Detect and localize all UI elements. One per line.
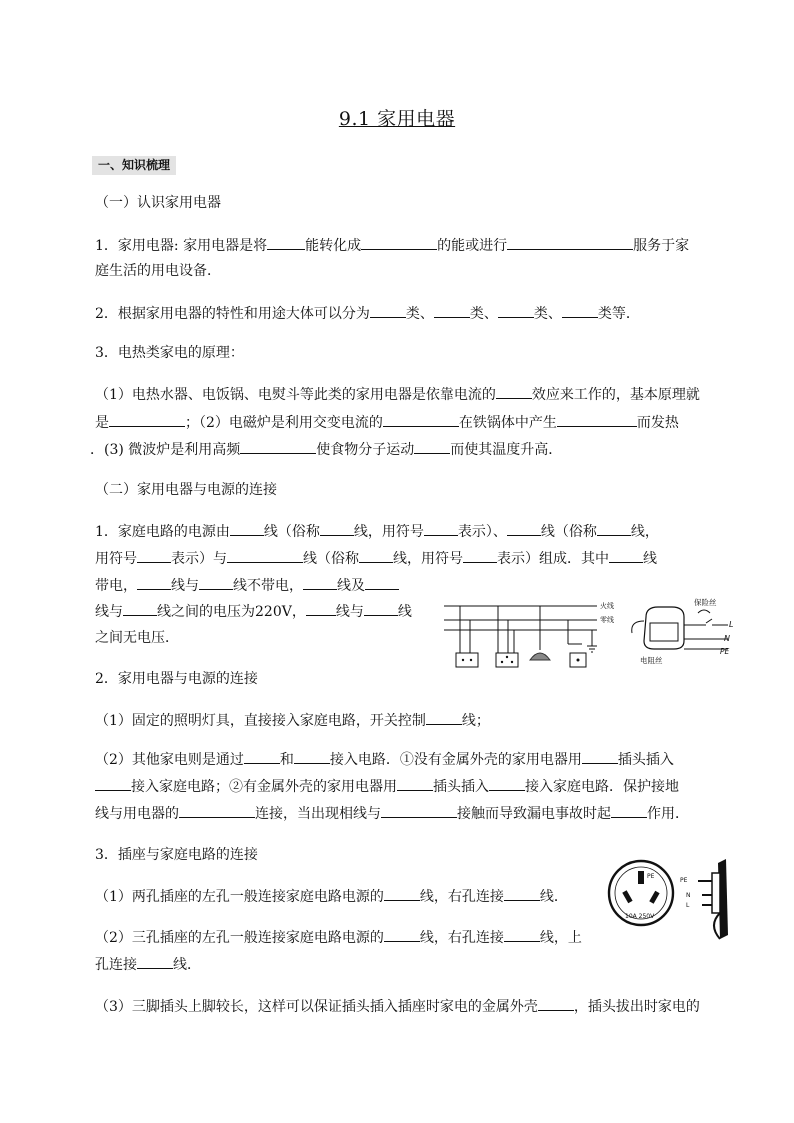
text: 效应来工作的，基本原理就 xyxy=(531,387,700,403)
fill-blank[interactable] xyxy=(434,303,470,318)
n-label: N xyxy=(724,634,730,643)
fill-blank[interactable] xyxy=(609,548,643,563)
fill-blank[interactable] xyxy=(359,548,393,563)
fill-blank[interactable] xyxy=(179,803,255,818)
text: 服务于家 xyxy=(633,238,690,254)
question-3-2-line-1 xyxy=(95,927,582,948)
fill-blank[interactable] xyxy=(414,439,450,454)
fire-line-label: 火线 xyxy=(600,602,614,610)
fill-blank[interactable] xyxy=(611,803,647,818)
kettle-diagram xyxy=(628,597,740,669)
fill-blank[interactable] xyxy=(582,749,618,764)
text: 插头插入 xyxy=(433,779,489,795)
text: 表示）组成．其中 xyxy=(497,551,609,567)
fill-blank[interactable] xyxy=(227,548,303,563)
fill-blank[interactable] xyxy=(597,521,631,536)
fill-blank[interactable] xyxy=(538,996,574,1011)
text: 连接，当出现相线与 xyxy=(255,806,381,822)
question-1-line-1 xyxy=(95,521,659,542)
fill-blank[interactable] xyxy=(244,749,280,764)
fill-blank[interactable] xyxy=(562,303,598,318)
text: （1）固定的照明灯具，直接接入家庭电路，开关控制 xyxy=(95,713,426,729)
text: 1．家庭电路的电源由 xyxy=(95,524,230,540)
text: 表示）与 xyxy=(171,551,227,567)
text: 接入家庭电路．保护接地 xyxy=(525,779,679,795)
text: 类、 xyxy=(405,306,434,322)
fill-blank[interactable] xyxy=(489,776,525,791)
paragraph-1-line-1 xyxy=(95,235,689,256)
plug-diagram xyxy=(678,855,734,945)
fill-blank[interactable] xyxy=(365,575,399,590)
text: ；（2）电磁炉是利用交变电流的 xyxy=(185,415,383,431)
text: 线不带电， xyxy=(233,578,303,594)
text: 用符号 xyxy=(95,551,137,567)
fill-blank[interactable] xyxy=(507,521,541,536)
text: 类等． xyxy=(597,306,640,322)
question-1-line-4 xyxy=(95,601,412,622)
question-2-2-line-3 xyxy=(95,803,689,824)
text: 而发热 xyxy=(636,415,679,431)
text: 线 xyxy=(643,551,657,567)
paragraph-2 xyxy=(95,303,640,324)
subsection-heading-1: （一）认识家用电器 xyxy=(95,195,221,211)
text: 线及 xyxy=(337,578,365,594)
fill-blank[interactable] xyxy=(498,303,534,318)
text: 孔连接 xyxy=(95,957,137,973)
fill-blank[interactable] xyxy=(137,548,171,563)
text: 类、 xyxy=(533,306,562,322)
fill-blank[interactable] xyxy=(267,235,305,250)
text: 使食物分子运动 xyxy=(316,442,415,458)
wiring-diagram xyxy=(442,600,614,672)
socket-pe-label: PE xyxy=(647,873,655,880)
fill-blank[interactable] xyxy=(370,303,406,318)
fill-blank[interactable] xyxy=(383,412,459,427)
text: 是 xyxy=(95,415,109,431)
text: 的能或进行 xyxy=(437,238,508,254)
text: 带电， xyxy=(95,578,137,594)
text: （3）三脚插头上脚较长，这样可以保证插头插入插座时家电的金属外壳 xyxy=(95,999,538,1015)
text: 而使其温度升高． xyxy=(450,442,563,458)
plug-pe-label: PE xyxy=(680,877,688,884)
plug-l-label: L xyxy=(686,902,690,909)
text: 线，右孔连接 xyxy=(419,930,504,946)
text: 线与 xyxy=(335,604,364,620)
paragraph-3-1-line-3 xyxy=(90,439,562,460)
fill-blank[interactable] xyxy=(294,749,330,764)
fill-blank[interactable] xyxy=(426,710,462,725)
paragraph-3-1-line-1 xyxy=(95,384,700,405)
l-label: L xyxy=(729,620,734,629)
text: 线． xyxy=(173,957,201,973)
fill-blank[interactable] xyxy=(95,776,131,791)
text: 表示）、 xyxy=(457,524,507,540)
question-1-line-3 xyxy=(95,575,399,596)
question-1-line-5: 之间无电压． xyxy=(95,630,179,646)
fill-blank[interactable] xyxy=(240,439,316,454)
text: 线． xyxy=(539,889,568,905)
text: 线（俗称 xyxy=(540,524,597,540)
page-title: 9.1 家用电器 xyxy=(338,108,456,130)
fuse-label: 保险丝 xyxy=(694,598,717,607)
fill-blank[interactable] xyxy=(463,548,497,563)
text: 线， xyxy=(630,524,659,540)
paragraph-3-1-line-2 xyxy=(95,412,679,433)
text: 线，右孔连接 xyxy=(419,889,504,905)
paragraph-1-line-2: 庭生活的用电设备． xyxy=(95,263,221,279)
plug-n-label: N xyxy=(686,892,691,899)
fill-blank[interactable] xyxy=(306,601,336,616)
fill-blank[interactable] xyxy=(384,927,420,942)
text: ，插头拔出时家电的 xyxy=(573,999,700,1015)
zero-line-label: 零线 xyxy=(600,616,614,624)
fill-blank[interactable] xyxy=(361,235,437,250)
text: 插头插入 xyxy=(617,752,674,768)
question-3-3 xyxy=(95,996,700,1017)
text: （2）三孔插座的左孔一般连接家庭电路电源的 xyxy=(95,930,384,946)
fill-blank[interactable] xyxy=(504,886,540,901)
text: 线之间的电压为220V， xyxy=(157,604,306,620)
text: 线 xyxy=(397,604,412,620)
text: 1．家用电器: 家用电器是将 xyxy=(95,238,268,254)
question-3-1 xyxy=(95,886,568,907)
text: （1）电热水器、电饭锅、电熨斗等此类的家用电器是依靠电流的 xyxy=(95,387,496,403)
question-2-1 xyxy=(95,710,490,731)
fill-blank[interactable] xyxy=(123,601,157,616)
fill-blank[interactable] xyxy=(320,521,354,536)
question-1-line-2 xyxy=(95,548,657,569)
text: 接入家庭电路；②有金属外壳的家用电器用 xyxy=(131,779,397,795)
fill-blank[interactable] xyxy=(384,886,420,901)
text: 线与 xyxy=(95,604,123,620)
text: 线与 xyxy=(171,578,199,594)
question-2-2-line-1 xyxy=(95,749,674,770)
text: 线（俗称 xyxy=(263,524,320,540)
text: 接触而导致漏电事故时起 xyxy=(457,806,611,822)
text: 线，上 xyxy=(539,930,582,946)
text: 和 xyxy=(279,752,294,768)
text: 接入电路．①没有金属外壳的家用电器用 xyxy=(329,752,582,768)
subsection-heading-2: （二）家用电器与电源的连接 xyxy=(95,482,277,498)
fill-blank[interactable] xyxy=(507,235,633,250)
fill-blank[interactable] xyxy=(230,521,264,536)
fill-blank[interactable] xyxy=(137,954,173,969)
section-heading: 一、知识梳理 xyxy=(92,156,176,175)
paragraph-3: 3．电热类家电的原理： xyxy=(95,345,244,361)
text: 类、 xyxy=(469,306,498,322)
fill-blank[interactable] xyxy=(381,803,457,818)
text: 在铁锅体中产生 xyxy=(458,415,557,431)
question-3: 3．插座与家庭电路的连接 xyxy=(95,847,258,863)
text: 线与用电器的 xyxy=(95,806,179,822)
fill-blank[interactable] xyxy=(109,412,185,427)
fill-blank[interactable] xyxy=(137,575,171,590)
text: ．(3) 微波炉是利用高频 xyxy=(90,442,241,458)
fill-blank[interactable] xyxy=(496,384,532,399)
text: （1）两孔插座的左孔一般连接家庭电路电源的 xyxy=(95,889,384,905)
text: 线； xyxy=(461,713,490,729)
text: 作用． xyxy=(647,806,689,822)
text: 能转化成 xyxy=(305,238,362,254)
text: （2）其他家电则是通过 xyxy=(95,752,244,768)
question-3-2-line-2 xyxy=(95,954,201,975)
text: 线，用符号 xyxy=(393,551,463,567)
text: 线，用符号 xyxy=(353,524,424,540)
question-2: 2．家用电器与电源的连接 xyxy=(95,671,258,687)
text: 2．根据家用电器的特性和用途大体可以分为 xyxy=(95,306,370,322)
socket-rating: 10A 250V xyxy=(625,913,655,920)
fill-blank[interactable] xyxy=(424,521,458,536)
fill-blank[interactable] xyxy=(504,927,540,942)
fill-blank[interactable] xyxy=(557,412,637,427)
fill-blank[interactable] xyxy=(199,575,233,590)
fill-blank[interactable] xyxy=(397,776,433,791)
question-2-2-line-2 xyxy=(95,776,679,797)
pe-label: PE xyxy=(720,647,730,656)
socket-diagram xyxy=(606,858,676,928)
text: 线（俗称 xyxy=(303,551,359,567)
fill-blank[interactable] xyxy=(303,575,337,590)
fill-blank[interactable] xyxy=(364,601,398,616)
resistor-label: 电阻丝 xyxy=(640,656,663,665)
